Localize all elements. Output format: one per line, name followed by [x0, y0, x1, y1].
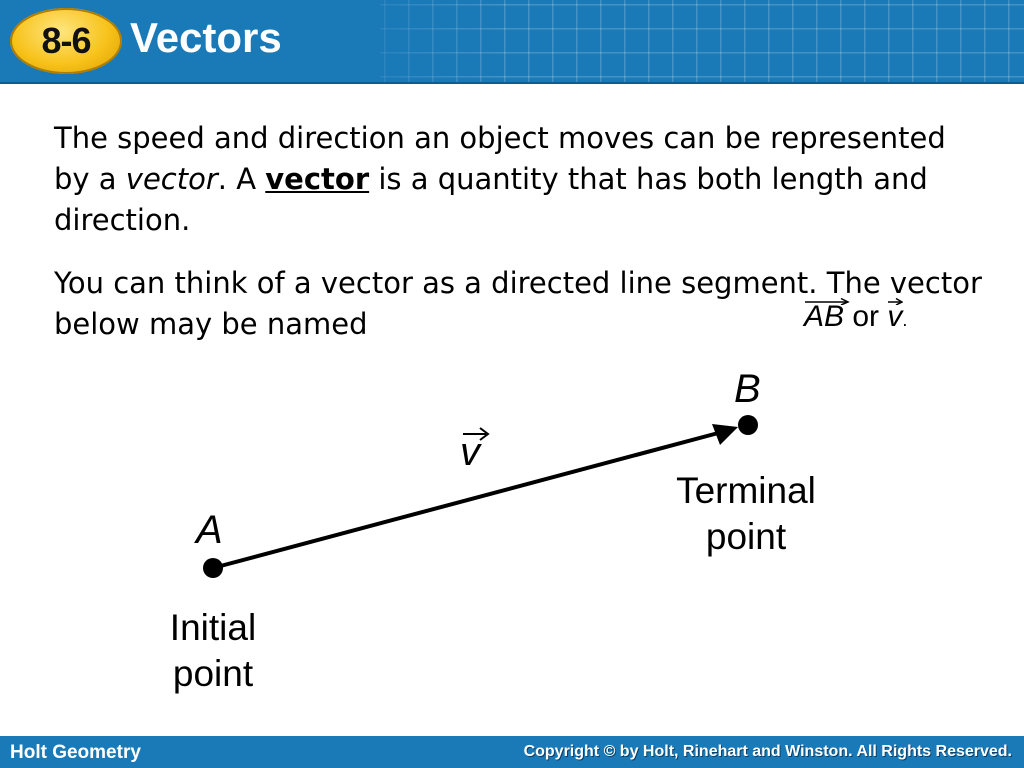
- slide-footer: [0, 736, 1024, 768]
- vector-v-label: v: [460, 430, 480, 474]
- footer-course: Holt Geometry: [10, 742, 141, 763]
- vector-name-ab: [804, 300, 844, 334]
- point-a-dot: [203, 558, 223, 578]
- initial-point-label-1: Initial: [169, 607, 257, 648]
- point-b-label: B: [734, 367, 761, 411]
- p1-text-3: is a quantity that has both length and direction.: [54, 162, 928, 237]
- lesson-number: 8-6: [41, 20, 91, 61]
- vector-names: [804, 300, 907, 334]
- definition-paragraph: [54, 118, 984, 241]
- point-a-label: A: [196, 508, 223, 552]
- vector-name-or: or: [844, 300, 888, 333]
- overarrow-icon: [804, 297, 850, 305]
- vector-name-v: [887, 300, 902, 334]
- p1-text-2: . A: [217, 162, 266, 196]
- p1-text-1: The speed and direction an object moves can be represented by a: [54, 121, 946, 196]
- vector-name-v-text: v: [887, 300, 903, 333]
- vector-name-period: .: [902, 310, 908, 330]
- vector-diagram: [0, 350, 1024, 720]
- slide-title: Vectors: [130, 14, 282, 61]
- header-fade: [300, 0, 500, 82]
- overarrow-icon: [887, 297, 903, 305]
- p1-italic-vector: vector: [125, 162, 218, 196]
- initial-point-label-2: point: [172, 653, 254, 694]
- vector-name-ab-text: AB: [804, 300, 845, 333]
- terminal-point-label-1: Terminal: [676, 470, 816, 511]
- vocab-term-vector: vector: [265, 162, 370, 196]
- point-b-dot: [738, 415, 758, 435]
- vector-v-label-group: [460, 428, 488, 474]
- terminal-point-label-2: point: [705, 516, 787, 557]
- footer-copyright: Copyright © by Holt, Rinehart and Winston. All Rights Reserved.: [523, 743, 1012, 760]
- naming-paragraph: You can think of a vector as a directed line segment. The vector below may be named: [54, 266, 982, 341]
- header-divider: [0, 82, 1024, 84]
